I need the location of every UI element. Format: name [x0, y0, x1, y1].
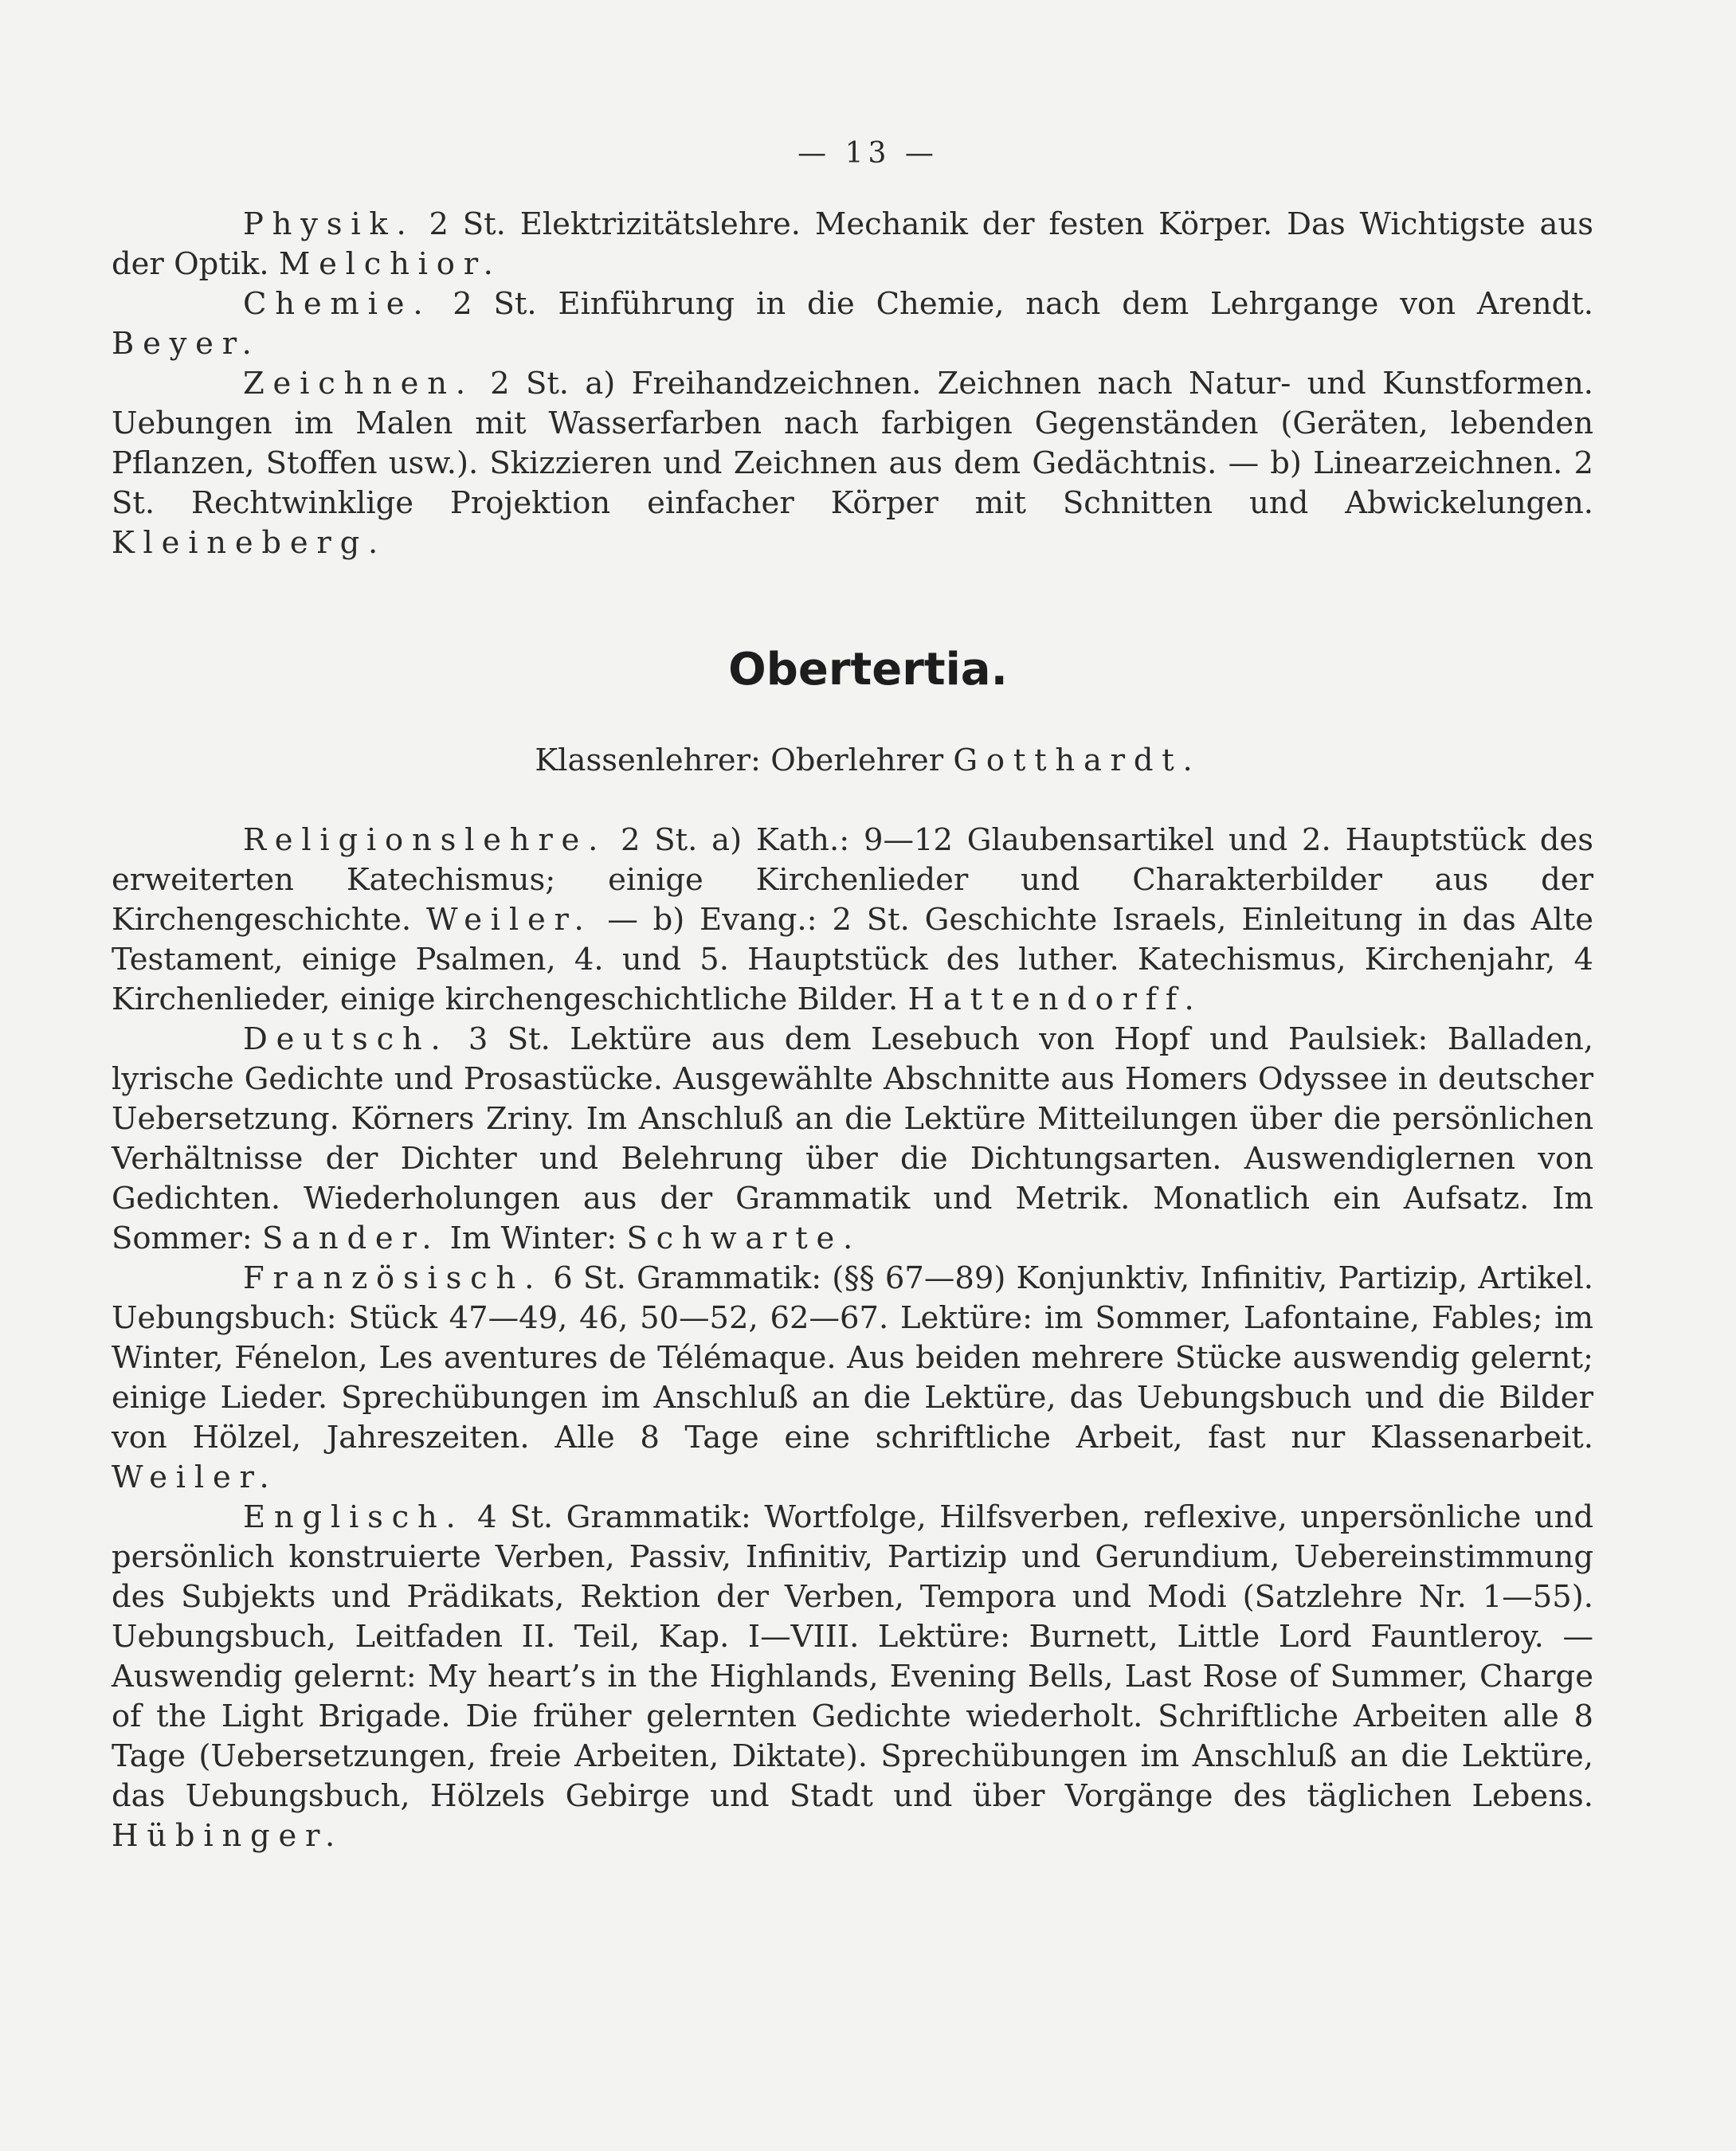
subject-title: Zeichnen. — [243, 366, 474, 402]
section-top — [112, 205, 1593, 563]
paragraph-text-2: — b) Evang.: 2 St. Geschichte Israels, Einleitung in das Alte Testament, einige Psalmen, 4. und 5. Hauptstück des luther. Katechismus, Kirchenjahr, 4 Kirchenlieder, einige kirchengeschichtliche Bilder. — [112, 902, 1594, 1017]
paragraph-zeichnen — [112, 364, 1593, 563]
paragraph-physik — [112, 205, 1593, 284]
class-teacher-label: Klassenlehrer: Oberlehrer — [535, 742, 944, 778]
paragraph-text: 2 St. Einführung in die Chemie, nach dem Lehrgange von Arendt. — [453, 286, 1593, 322]
teacher-name: Kleineberg. — [112, 525, 387, 561]
teacher-name: Weiler. — [425, 902, 593, 938]
teacher-name: Melchior. — [278, 246, 502, 282]
subject-title: Deutsch. — [243, 1021, 449, 1057]
teacher-name: Sander. — [261, 1220, 441, 1256]
section-main — [112, 821, 1593, 1856]
subject-title: Chemie. — [243, 286, 432, 322]
subject-title: Französisch. — [243, 1260, 543, 1296]
paragraph-text: 3 St. Lektüre aus dem Lesebuch von Hopf und Paulsiek: Balladen, lyrische Gedichte und Prosastücke. Ausgewählte Abschnitte aus Homers Odyssee in deutscher Uebersetzung. Körners Zriny. Im Anschluß an die Lektüre Mitteilungen über die persönlichen Verhältnisse der Dichter und Belehrung über die Dichtungsarten. Auswendiglernen von Gedichten. Wiederholungen aus der Grammatik und Metrik. Monatlich ein Aufsatz. Im Sommer: — [112, 1021, 1593, 1256]
paragraph-text-2: Im Winter: — [449, 1220, 617, 1256]
paragraph-text: 6 St. Grammatik: (§§ 67—89) Konjunktiv, Infinitiv, Partizip, Artikel. Uebungsbuch: Stück 47—49, 46, 50—52, 62—67. Lektüre: im Sommer, Lafontaine, Fables; im Winter, Fénelon, Les aventures de Télémaque. Aus beiden mehrere Stücke auswendig gelernt; einige Lieder. Sprechübungen im Anschluß an die Lektüre, das Uebungsbuch und die Bilder von Hölzel, Jahreszeiten. Alle 8 Tage eine schriftliche Arbeit, fast nur Klassenarbeit. — [112, 1260, 1593, 1456]
paragraph-franzoesisch — [112, 1259, 1593, 1498]
paragraph-text: 2 St. a) Freihandzeichnen. Zeichnen nach Natur- und Kunstformen. Uebungen im Malen mit Wasserfarben nach farbigen Gegenständen (Geräten, lebenden Pflanzen, Stoffen usw.). Skizzieren und Zeichnen aus dem Gedächtnis. — b) Linearzeichnen. 2 St. Rechtwinklige Projektion einfacher Körper mit Schnitten und Abwickelungen. — [112, 366, 1593, 521]
page-number: — 13 — — [797, 137, 939, 170]
subject-title: Englisch. — [243, 1499, 464, 1535]
teacher-name: Weiler. — [112, 1459, 278, 1495]
subject-title: Religionslehre. — [243, 822, 607, 858]
paragraph-englisch — [112, 1498, 1593, 1856]
class-teacher-name: Gotthardt. — [953, 742, 1201, 778]
teacher-name-2: Hattendorff. — [907, 981, 1203, 1017]
paragraph-text: 2 St. a) Kath.: 9—12 Glaubensartikel und 2. Hauptstück des erweiterten Katechismus; einige Kirchenlieder und Charakterbilder aus der Kirchengeschichte. — [112, 822, 1593, 938]
teacher-name: Hübinger. — [112, 1818, 343, 1854]
paragraph-text: 4 St. Grammatik: Wortfolge, Hilfsverben, reflexive, unpersönliche und persönlich konstruierte Verben, Passiv, Infinitiv, Partizip und Gerundium, Uebereinstimmung des Subjekts und Prädikats, Rektion der Verben, Tempora und Modi (Satzlehre Nr. 1—55). Uebungsbuch, Leitfaden II. Teil, Kap. I—VIII. Lektüre: Burnett, Little Lord Fauntleroy. — Auswendig gelernt: My heart’s in the Highlands, Evening Bells, Last Rose of Summer, Charge of the Light Brigade. Die früher gelernten Gedichte wiederholt. Schriftliche Arbeiten alle 8 Tage (Uebersetzungen, freie Arbeiten, Diktate). Sprechübungen im Anschluß an die Lektüre, das Uebungsbuch, Hölzels Gebirge und Stadt und über Vorgänge des täglichen Lebens. — [112, 1499, 1593, 1814]
paragraph-text: 2 St. Elektrizitätslehre. Mechanik der festen Körper. Das Wichtigste aus der Optik. — [112, 206, 1593, 282]
paragraph-chemie — [112, 284, 1593, 364]
section-heading: Obertertia. — [728, 644, 1008, 695]
teacher-name: Beyer. — [112, 326, 261, 362]
teacher-name-2: Schwarte. — [626, 1220, 862, 1256]
class-teacher-line — [0, 742, 1736, 778]
paragraph-religion — [112, 821, 1593, 1020]
paragraph-deutsch — [112, 1020, 1593, 1259]
subject-title: Physik. — [243, 206, 415, 242]
